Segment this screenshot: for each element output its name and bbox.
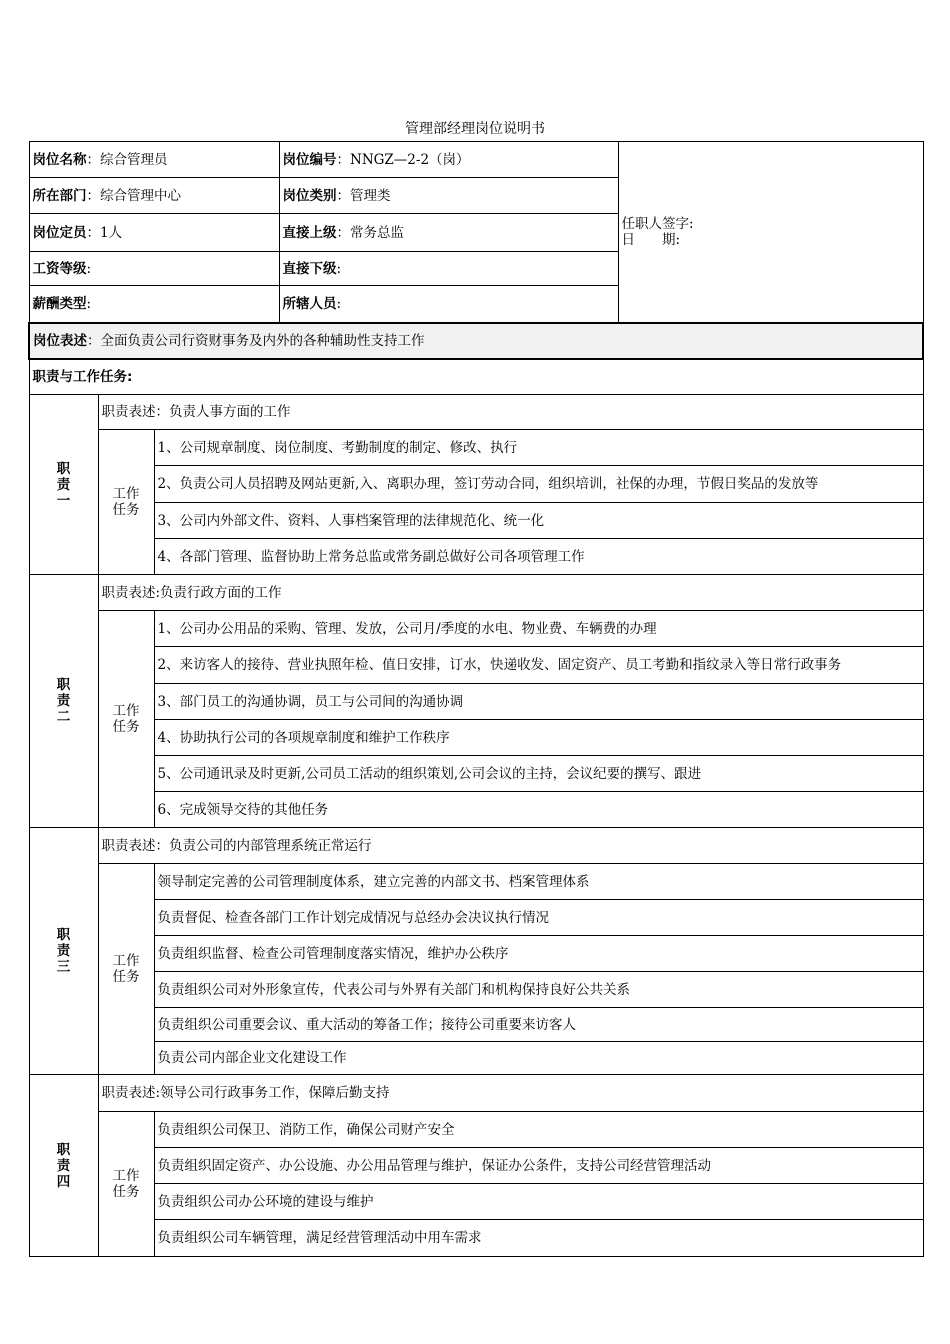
- job-description-table: [28, 141, 924, 1257]
- duty-2-task-label: [98, 611, 154, 828]
- position-code-value: ：NNGZ—2-2（岗）: [336, 151, 470, 168]
- duty-4-name: [29, 1075, 98, 1257]
- superior-cell: [279, 214, 618, 252]
- duty-1-task-4: 4、各部门管理、监督协助上常务总监或常务副总做好公司各项管理工作: [154, 539, 923, 575]
- duty-4-statement: 职责表述:领导公司行政事务工作，保障后勤支持: [98, 1075, 923, 1112]
- duty-1-task-3: 3、公司内外部文件、资料、人事档案管理的法律规范化、统一化: [154, 503, 923, 539]
- position-code-label: 岗位编号: [282, 151, 337, 168]
- headcount-cell: [29, 214, 279, 252]
- duty-1-task-1: 1、公司规章制度、岗位制度、考勤制度的制定、修改、执行: [154, 430, 923, 466]
- duty-2-task-3: 3、部门员工的沟通协调，员工与公司间的沟通协调: [154, 684, 923, 720]
- task-label-line2: 任务: [112, 502, 140, 518]
- staff-value: :: [336, 295, 342, 312]
- duty-4-task-label: [98, 1112, 154, 1257]
- duty-3-name-text: 职责三: [56, 927, 71, 975]
- position-name-cell: [29, 142, 279, 178]
- duty-4-task-1: 负责组织公司保卫、消防工作，确保公司财产安全: [154, 1112, 923, 1148]
- document-title: 管理部经理岗位说明书: [405, 121, 545, 137]
- duty-3-task-1: 领导制定完善的公司管理制度体系，建立完善的内部文书、档案管理体系: [154, 864, 923, 900]
- duty-2-statement: 职责表述:负责行政方面的工作: [98, 575, 923, 611]
- subordinate-value: :: [336, 260, 342, 277]
- signature-cell: [618, 142, 923, 323]
- duty-2-name: [29, 575, 98, 828]
- duty-4-name-text: 职责四: [56, 1141, 71, 1190]
- position-name-value: ：综合管理员: [86, 151, 168, 168]
- description-value: ：全面负责公司行资财事务及内外的各种辅助性支持工作: [87, 332, 425, 349]
- duty-2-task-6: 6、完成领导交待的其他任务: [154, 792, 923, 828]
- pay-type-value: :: [86, 295, 92, 312]
- duty-3-task-4: 负责组织公司对外形象宣传，代表公司与外界有关部门和机构保持良好公共关系: [154, 972, 923, 1008]
- duty-3-task-2: 负责督促、检查各部门工作计划完成情况与总经办会决议执行情况: [154, 900, 923, 936]
- position-code-cell: [279, 142, 618, 178]
- duty-3-statement: 职责表述：负责公司的内部管理系统正常运行: [98, 828, 923, 864]
- duty-3-name: [29, 828, 98, 1075]
- subordinate-label: 直接下级: [282, 260, 337, 277]
- subordinate-cell: [279, 252, 618, 286]
- duty-2-task-2: 2、来访客人的接待、营业执照年检、值日安排，订水，快递收发、固定资产、员工考勤和指纹录入等日常行政事务: [154, 647, 923, 684]
- task-label-line1: 工作: [112, 486, 140, 502]
- position-name-label: 岗位名称: [32, 151, 87, 168]
- category-cell: [279, 178, 618, 214]
- headcount-label: 岗位定员: [32, 224, 87, 241]
- category-value: ：管理类: [336, 187, 391, 204]
- signature-label: 任职人签字:: [621, 215, 694, 232]
- salary-grade-cell: [29, 252, 279, 286]
- superior-value: ：常务总监: [336, 224, 405, 241]
- duty-2-name-text: 职责二: [56, 677, 71, 725]
- task-label-line2: 任务: [112, 719, 140, 735]
- duty-1-task-label: [98, 430, 154, 575]
- duty-2-task-4: 4、协助执行公司的各项规章制度和维护工作秩序: [154, 720, 923, 756]
- description-label: 岗位表述: [33, 332, 87, 349]
- category-label: 岗位类别: [282, 187, 337, 204]
- duties-heading: 职责与工作任务:: [29, 359, 923, 395]
- pay-type-label: 薪酬类型: [32, 295, 87, 312]
- duty-3-task-5: 负责组织公司重要会议、重大活动的筹备工作；接待公司重要来访客人: [154, 1008, 923, 1042]
- department-label: 所在部门: [32, 187, 87, 204]
- pay-type-cell: [29, 286, 279, 323]
- task-label-line2: 任务: [112, 1184, 140, 1200]
- duty-1-name-text: 职责一: [56, 460, 71, 509]
- duty-4-task-4: 负责组织公司车辆管理，满足经营管理活动中用车需求: [154, 1220, 923, 1257]
- duty-3-task-6: 负责公司内部企业文化建设工作: [154, 1042, 923, 1075]
- duty-4-task-2: 负责组织固定资产、办公设施、办公用品管理与维护，保证办公条件，支持公司经营管理活动: [154, 1148, 923, 1184]
- task-label-line1: 工作: [112, 1168, 140, 1184]
- salary-grade-label: 工资等级: [32, 260, 87, 277]
- task-label-line2: 任务: [112, 969, 140, 985]
- task-label-line1: 工作: [112, 953, 140, 969]
- staff-label: 所辖人员: [282, 295, 337, 312]
- task-label-line1: 工作: [112, 703, 140, 719]
- superior-label: 直接上级: [282, 224, 337, 241]
- duty-3-task-3: 负责组织监督、检查公司管理制度落实情况，维护办公秩序: [154, 936, 923, 972]
- department-cell: [29, 178, 279, 214]
- duty-2-task-1: 1、公司办公用品的采购、管理、发放，公司月/季度的水电、物业费、车辆费的办理: [154, 611, 923, 647]
- salary-grade-value: :: [86, 260, 92, 277]
- staff-cell: [279, 286, 618, 323]
- duty-1-statement: 职责表述：负责人事方面的工作: [98, 395, 923, 430]
- headcount-value: ：1人: [86, 224, 123, 241]
- duty-3-task-label: [98, 864, 154, 1075]
- duty-1-name: [29, 395, 98, 575]
- date-label: 日 期:: [621, 231, 681, 248]
- duty-4-task-3: 负责组织公司办公环境的建设与维护: [154, 1184, 923, 1220]
- department-value: ：综合管理中心: [86, 187, 181, 204]
- duty-2-task-5: 5、公司通讯录及时更新,公司员工活动的组织策划,公司会议的主持，会议纪要的撰写、跟进: [154, 756, 923, 792]
- description-cell: [29, 323, 923, 359]
- duty-1-task-2: 2、负责公司人员招聘及网站更新,入、离职办理，签订劳动合同，组织培训，社保的办理，节假日奖品的发放等: [154, 466, 923, 503]
